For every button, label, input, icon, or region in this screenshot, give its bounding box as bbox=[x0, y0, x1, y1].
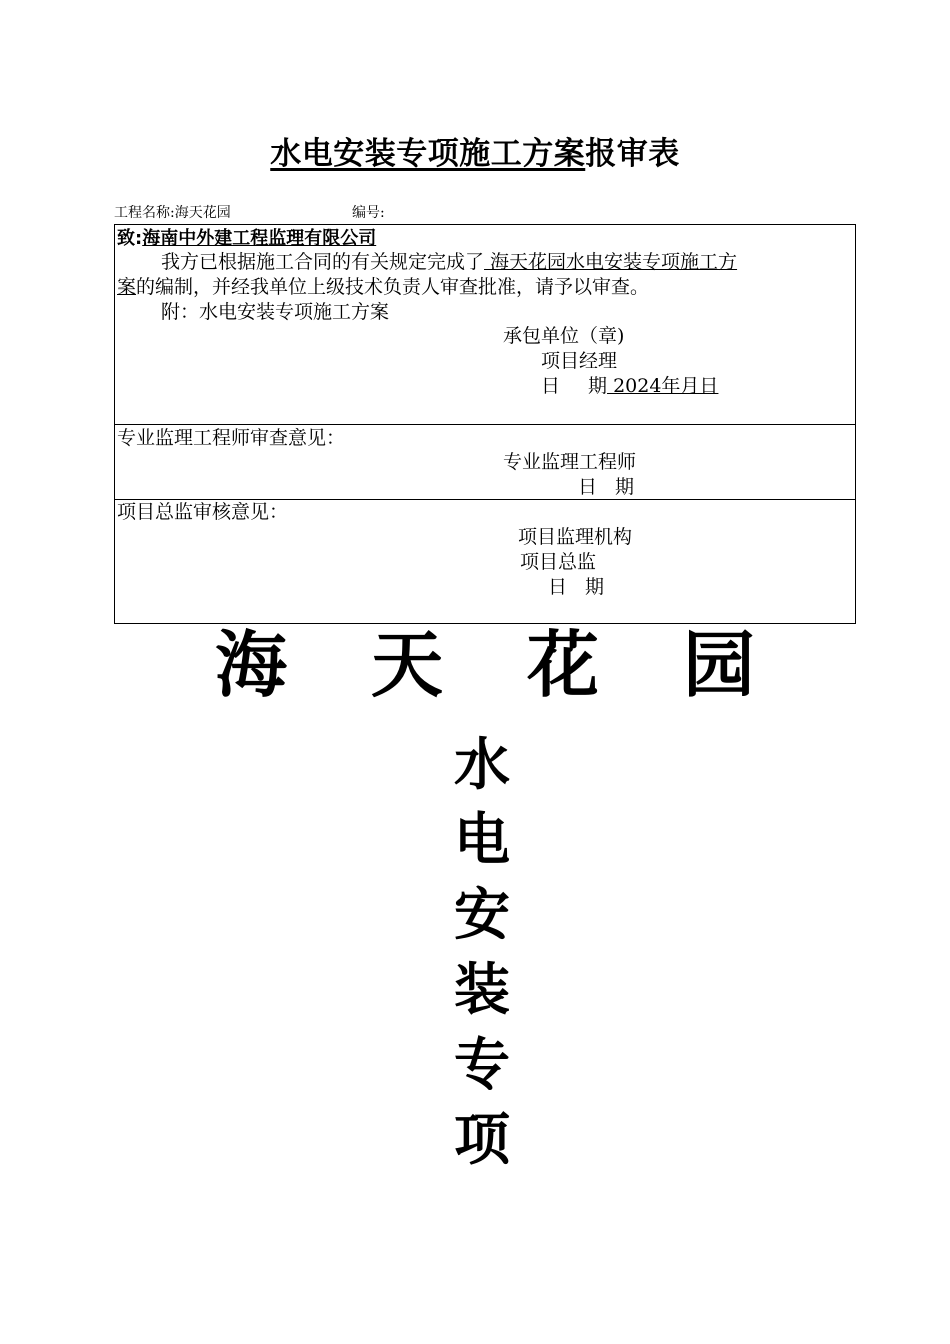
body-line2-rest: 的编制，并经我单位上级技术负责人审查批准，请予以审查。 bbox=[136, 276, 650, 298]
chief-supervisor-label: 项目总监 bbox=[520, 551, 597, 573]
chief-date bbox=[548, 575, 604, 600]
vertical-title-char: 专 bbox=[454, 1032, 510, 1098]
chief-date-period: 期 bbox=[585, 576, 605, 598]
date-value: 2024年月日 bbox=[607, 375, 719, 397]
date-label-period: 期 bbox=[588, 375, 608, 397]
title-underlined-part: 水电安装专项施工方案 bbox=[270, 136, 586, 172]
project-big-name bbox=[215, 620, 755, 710]
vertical-title bbox=[440, 728, 524, 1178]
addressee-company: 海南中外建工程监理有限公司 bbox=[142, 228, 377, 249]
engineer-review-section bbox=[115, 425, 855, 500]
addressee bbox=[117, 226, 376, 251]
chief-review-label: 项目总监审核意见： bbox=[117, 501, 289, 523]
body-line1-underlined: 海天花园水电安装专项施工方 bbox=[484, 251, 738, 273]
body-text-line-2 bbox=[117, 275, 649, 300]
big-name-char: 海 bbox=[215, 623, 288, 707]
big-name-char: 天 bbox=[370, 623, 443, 707]
vertical-title-char: 水 bbox=[454, 732, 510, 798]
number-label: 编号: bbox=[352, 205, 385, 221]
body-line1-prefix: 我方已根据施工合同的有关规定完成了 bbox=[161, 251, 485, 273]
date-label-day: 日 bbox=[541, 375, 561, 397]
chief-date-day: 日 bbox=[548, 576, 568, 598]
engineer-date bbox=[578, 475, 634, 500]
eng-date-period: 期 bbox=[615, 476, 635, 498]
vertical-title-char: 安 bbox=[454, 882, 510, 948]
chief-review-section bbox=[115, 500, 855, 624]
vertical-title-char: 电 bbox=[454, 807, 510, 873]
project-name: 工程名称:海天花园 bbox=[114, 205, 231, 221]
supervision-agency-label: 项目监理机构 bbox=[518, 526, 633, 548]
project-manager-label: 项目经理 bbox=[541, 350, 618, 372]
big-name-char: 园 bbox=[682, 623, 755, 707]
engineer-review-label: 专业监理工程师审查意见： bbox=[117, 427, 346, 449]
vertical-title-char: 装 bbox=[454, 957, 510, 1023]
document-title bbox=[0, 128, 950, 173]
approval-form bbox=[114, 224, 856, 624]
submission-section bbox=[115, 225, 855, 425]
addressee-prefix: 致: bbox=[117, 228, 143, 249]
engineer-signature-label: 专业监理工程师 bbox=[503, 451, 637, 473]
vertical-title-char: 项 bbox=[454, 1107, 510, 1173]
attachment-line: 附：水电安装专项施工方案 bbox=[161, 301, 390, 323]
submission-date bbox=[541, 374, 718, 399]
title-rest: 报审表 bbox=[585, 136, 680, 172]
contractor-label: 承包单位（章) bbox=[503, 325, 625, 347]
big-name-char: 花 bbox=[526, 623, 599, 707]
body-line2-underlined: 案 bbox=[117, 276, 137, 298]
body-text-line-1 bbox=[161, 250, 737, 275]
eng-date-day: 日 bbox=[578, 476, 598, 498]
